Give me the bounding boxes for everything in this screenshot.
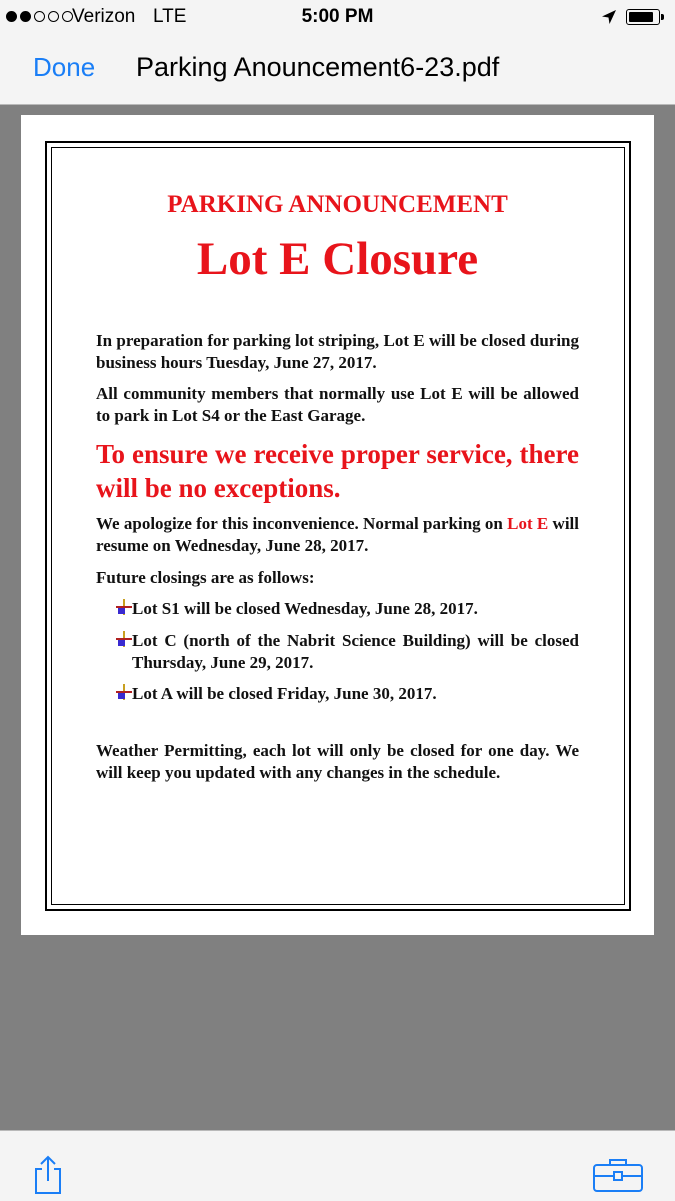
apology-lot-highlight: Lot E: [507, 514, 549, 533]
battery-level: [629, 12, 653, 22]
closing-item: [116, 598, 579, 620]
top-bar: [0, 0, 675, 105]
no-exceptions-notice: To ensure we receive proper service, there will be no exceptions.: [96, 439, 579, 503]
toolbox-icon[interactable]: [592, 1157, 644, 1193]
battery-icon: [626, 9, 660, 25]
status-time: 5:00 PM: [301, 6, 374, 27]
bullet-icon: [116, 599, 132, 615]
paragraph-apology: [96, 513, 579, 557]
bullet-icon: [116, 631, 132, 647]
pdf-page[interactable]: [21, 115, 654, 935]
document-title: Parking Anouncement6-23.pdf: [136, 52, 500, 82]
network-type: LTE: [153, 6, 187, 27]
closing-item-text: Lot C (north of the Nabrit Science Building) will be closed Thursday, June 29, 2017.: [132, 631, 579, 672]
announcement-title: Lot E Closure: [196, 233, 479, 285]
share-icon[interactable]: [30, 1155, 66, 1195]
announcement-kicker: PARKING ANNOUNCEMENT: [167, 191, 508, 218]
bullet-icon: [116, 684, 132, 700]
closing-item-text: Lot S1 will be closed Wednesday, June 28, 2017.: [132, 599, 478, 618]
apology-resume-text: will resume on Wednesday, June 28, 2017.: [96, 514, 579, 555]
closing-item: [116, 630, 579, 674]
closing-item: [116, 683, 579, 705]
status-bar: [0, 0, 675, 36]
apology-text: We apologize for this inconvenience. Normal parking on: [96, 514, 508, 533]
closing-item-text: Lot A will be closed Friday, June 30, 2017.: [132, 684, 437, 703]
future-closings-intro: Future closings are as follows:: [96, 568, 315, 587]
closing-note: Weather Permitting, each lot will only be closed for one day. We will keep you updated with any changes in the schedule.: [96, 741, 579, 782]
done-button[interactable]: Done: [33, 52, 96, 82]
paragraph-preparation: In preparation for parking lot striping, Lot E will be closed during business hours Tuesday, June 27, 2017.: [96, 331, 579, 372]
bottom-toolbar: [0, 1130, 675, 1201]
location-arrow-icon: [600, 8, 618, 26]
carrier-name: Verizon: [72, 6, 136, 27]
battery-cap: [661, 14, 664, 20]
paragraph-alternate-parking: All community members that normally use Lot E will be allowed to park in Lot S4 or the East Garage.: [96, 384, 579, 425]
